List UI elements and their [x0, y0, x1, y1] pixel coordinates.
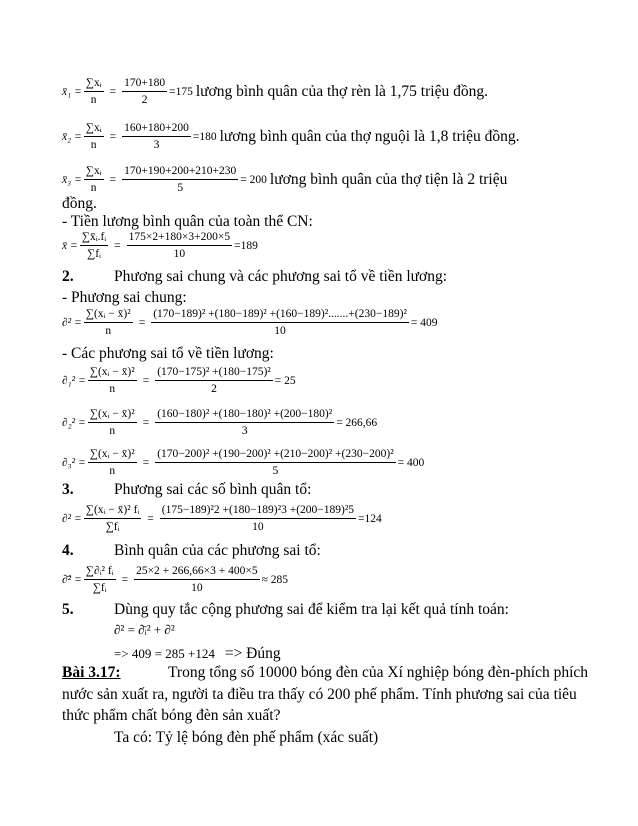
fraction-numerator: 170+190+200+210+230: [122, 164, 238, 180]
fraction: [84, 76, 104, 107]
fraction: [84, 164, 104, 195]
eq-lhs: x̄₁ =: [62, 85, 82, 98]
eq-result: = 409: [410, 316, 438, 329]
section-5: [62, 601, 638, 619]
fraction: [155, 447, 395, 478]
fraction-numerator: ∑x̄ᵢ.fᵢ: [80, 230, 108, 246]
fraction-denominator: n: [109, 383, 116, 395]
eq-lhs: ∂̄² =: [62, 573, 82, 586]
fraction-denominator: 3: [153, 139, 160, 151]
fraction-denominator: ∑fᵢ: [105, 521, 120, 533]
equation-overall-mean: [62, 230, 258, 261]
eq-result: = 200: [240, 173, 267, 186]
text-cac-phuong-sai: - Các phương sai tổ về tiền lương:: [62, 345, 274, 362]
exercise-3-17-line3: thức phẩm chất bóng đèn sản xuất?: [62, 707, 281, 724]
section-title: Dùng quy tắc cộng phương sai để kiểm tra lại kết quả tính toán:: [114, 601, 509, 618]
fraction-numerator: (175−189)²2 +(180−189)²3 +(200−189)²5: [160, 503, 356, 519]
fraction: [151, 307, 409, 338]
fraction-denominator: 3: [241, 425, 248, 437]
fraction: [160, 503, 356, 534]
fraction-denominator: 10: [252, 521, 264, 533]
section-title: Phương sai chung và các phương sai tổ về tiền lương:: [114, 268, 448, 285]
equals-sign: =: [121, 573, 129, 586]
section-3: [62, 481, 638, 499]
eq-result: = 25: [274, 374, 296, 387]
equals-sign: =: [114, 239, 121, 252]
eq-lhs: x̄₃ =: [62, 173, 82, 186]
fraction-denominator: ∑fᵢ: [87, 248, 101, 260]
fraction: [84, 564, 116, 595]
fraction-numerator: ∑(xᵢ − x̄)²: [88, 365, 137, 381]
exercise-3-17-line1: [62, 664, 638, 682]
eq-description: lương bình quân của thợ nguội là 1,8 triệu đồng.: [219, 127, 520, 145]
fraction-denominator: n: [109, 465, 116, 477]
fraction-denominator: 5: [272, 465, 279, 477]
fraction: [122, 121, 191, 152]
equals-sign: =: [147, 512, 154, 525]
equals-sign: =: [142, 416, 150, 429]
fraction-numerator: 25×2 + 266,66×3 + 400×5: [134, 564, 260, 580]
fraction-numerator: (170−189)² +(180−189)² +(160−189)².......+(230−189)²: [151, 307, 409, 323]
fraction: [84, 503, 142, 534]
equation-group-variance-3: [62, 447, 424, 478]
equation-variance-rule: ∂² = ∂̄ᵢ² + ∂²: [114, 622, 175, 637]
section-number: 3.: [62, 481, 74, 498]
section-number: 2.: [62, 268, 74, 285]
eq-description: lương bình quân của thợ rèn là 1,75 triệu đồng.: [195, 82, 488, 100]
fraction: [80, 230, 108, 261]
text-dong: đồng.: [62, 195, 97, 212]
eq-lhs: ∂₂² =: [62, 416, 86, 429]
eq-lhs: x̄₂ =: [62, 130, 82, 143]
fraction-denominator: n: [109, 425, 116, 437]
fraction-denominator: n: [105, 325, 112, 337]
fraction-denominator: 10: [191, 582, 203, 594]
eq-result: =189: [234, 239, 258, 252]
equation-group-variance-1: [62, 365, 296, 396]
fraction-denominator: n: [90, 94, 97, 106]
equation-mean-1: [62, 76, 488, 107]
fraction-numerator: (170−200)² +(190−200)² +(210−200)² +(230−200)²: [155, 447, 395, 463]
text-ta-co: Ta có: Tỷ lệ bóng đèn phế phẩm (xác suất): [114, 729, 379, 746]
equals-sign: =: [109, 85, 117, 98]
fraction-denominator: 10: [173, 248, 186, 260]
eq-result: ≈ 285: [261, 573, 289, 586]
fraction-numerator: ∑(xᵢ − x̄)²: [88, 407, 137, 423]
fraction-numerator: 175×2+180×3+200×5: [127, 230, 232, 246]
eq-lhs: x̄ =: [62, 239, 78, 252]
fraction-numerator: 160+180+200: [122, 121, 191, 137]
fraction: [155, 365, 273, 396]
section-title: Bình quân của các phương sai tổ:: [114, 542, 321, 559]
equation-check: [114, 645, 281, 663]
equals-sign: =: [109, 173, 117, 186]
fraction-denominator: ∑fᵢ: [92, 582, 107, 594]
section-number: 5.: [62, 601, 74, 618]
exercise-title: Bài 3.17:: [62, 664, 121, 681]
exercise-3-17-line2: nước sản xuất ra, người ta điều tra thấy có 200 phế phẩm. Tính phương sai của tiêu: [62, 686, 577, 703]
text-tien-luong: - Tiền lương bình quân của toàn thể CN:: [62, 213, 313, 230]
equals-sign: =: [138, 316, 146, 329]
check-result: => Đúng: [224, 645, 281, 662]
fraction: [134, 564, 260, 595]
equation-between-variance: [62, 503, 382, 534]
eq-lhs: ∂₃² =: [62, 456, 86, 469]
exercise-text: Trong tổng số 10000 bóng đèn của Xí nghiệp bóng đèn-phích phích: [168, 664, 589, 681]
fraction-numerator: ∑(xᵢ − x̄)²: [88, 447, 137, 463]
section-number: 4.: [62, 542, 74, 559]
fraction: [88, 365, 137, 396]
fraction-numerator: ∑(xᵢ − x̄)² fᵢ: [84, 503, 142, 519]
equation-group-variance-2: [62, 407, 377, 438]
fraction: [88, 447, 137, 478]
fraction-numerator: 170+180: [122, 76, 167, 92]
fraction: [122, 76, 167, 107]
fraction-numerator: (160−180)² +(180−180)² +(200−180)²: [155, 407, 334, 423]
section-2: [62, 268, 638, 286]
equation-mean-2: [62, 121, 519, 152]
fraction: [88, 407, 137, 438]
fraction: [84, 307, 133, 338]
section-title: Phương sai các số bình quân tổ:: [114, 481, 312, 498]
fraction: [155, 407, 334, 438]
fraction-numerator: (170−175)² +(180−175)²: [155, 365, 273, 381]
equation-mean-of-variances: [62, 564, 288, 595]
text-phuong-sai-chung: - Phương sai chung:: [62, 289, 187, 306]
eq-result: =180: [192, 130, 217, 143]
equation-total-variance: [62, 307, 438, 338]
fraction: [122, 164, 238, 195]
fraction-denominator: 2: [141, 94, 148, 106]
eq-description: lương bình quân của thợ tiện là 2 triệu: [269, 170, 508, 188]
check-math: => 409 = 285 +124: [114, 646, 215, 661]
fraction-denominator: 2: [211, 383, 217, 395]
eq-result: =124: [358, 512, 382, 525]
section-4: [62, 542, 638, 560]
fraction-denominator: 10: [274, 325, 286, 337]
fraction-numerator: ∑∂ᵢ² fᵢ: [84, 564, 116, 580]
equals-sign: =: [142, 456, 150, 469]
fraction-numerator: ∑xᵢ: [84, 164, 104, 180]
equals-sign: =: [142, 374, 150, 387]
fraction: [84, 121, 104, 152]
eq-lhs: ∂² =: [62, 512, 82, 525]
fraction-denominator: n: [90, 139, 97, 151]
equals-sign: =: [109, 130, 117, 143]
equation-mean-3: [62, 164, 507, 195]
eq-result: =175: [169, 85, 193, 98]
eq-result: = 400: [397, 456, 425, 469]
fraction-denominator: n: [90, 182, 97, 194]
fraction: [127, 230, 232, 261]
fraction-denominator: 5: [177, 182, 184, 194]
fraction-numerator: ∑xᵢ: [84, 121, 104, 137]
eq-lhs: ∂² =: [62, 316, 82, 329]
fraction-numerator: ∑xᵢ: [84, 76, 104, 92]
eq-lhs: ∂₁² =: [62, 374, 86, 387]
eq-result: = 266,66: [336, 416, 378, 429]
fraction-numerator: ∑(xᵢ − x̄)²: [84, 307, 133, 323]
